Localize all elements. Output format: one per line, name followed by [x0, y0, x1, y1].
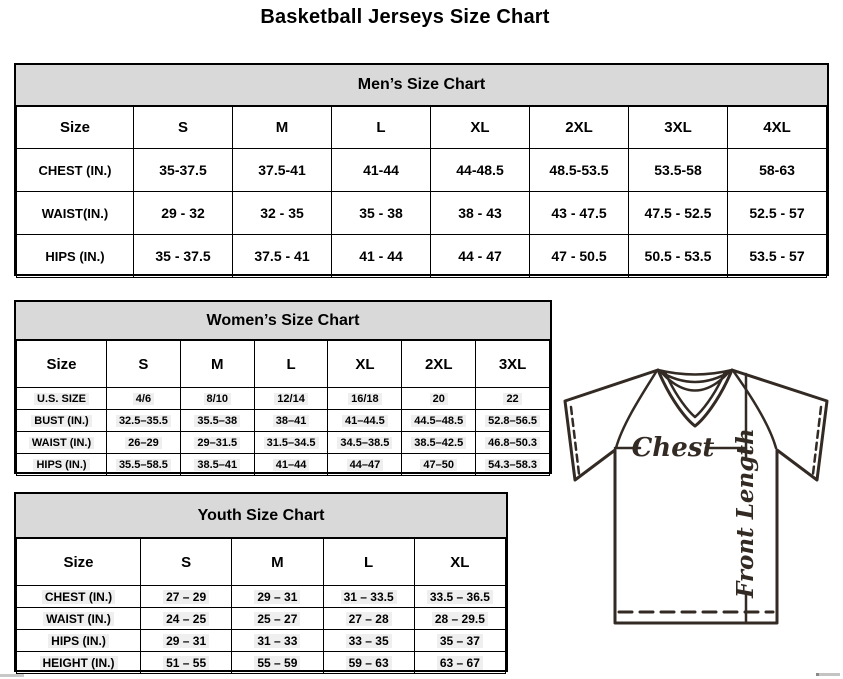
- cell: [323, 630, 414, 652]
- size-column-header: Size: [17, 107, 134, 149]
- cell: [232, 608, 323, 630]
- cell-value: 33 – 35: [346, 634, 392, 648]
- cell: [141, 608, 232, 630]
- cell: 35 - 38: [332, 192, 431, 235]
- cell: [141, 652, 232, 674]
- column-header: S: [134, 107, 233, 149]
- column-header: L: [332, 107, 431, 149]
- jersey-outline: [565, 370, 827, 623]
- cell: 29 - 32: [134, 192, 233, 235]
- header-row: [17, 341, 550, 388]
- row-label: [17, 630, 141, 652]
- cell-value: 51 – 55: [163, 656, 209, 670]
- cell-value: 55 – 59: [254, 656, 300, 670]
- cell: [180, 410, 254, 432]
- cell: 50.5 - 53.5: [629, 235, 728, 278]
- column-header: L: [323, 539, 414, 586]
- collar-top-edge: [658, 370, 732, 375]
- row-label-text: HIPS (IN.): [48, 634, 109, 648]
- table-row: [17, 410, 550, 432]
- cell-value: 29 – 31: [163, 634, 209, 648]
- youth-table-title: Youth Size Chart: [16, 494, 506, 538]
- cell: [414, 608, 505, 630]
- cell-value: 27 – 28: [346, 612, 392, 626]
- row-label: CHEST (IN.): [17, 149, 134, 192]
- cell: [254, 432, 328, 454]
- cell-value: 29–31.5: [194, 437, 240, 449]
- womens-table-grid: [16, 340, 550, 476]
- cell-value: 38–41: [273, 415, 310, 427]
- cell: [107, 454, 181, 476]
- cell-value: 47–50: [420, 459, 457, 471]
- cell-value: 34.5–38.5: [337, 437, 392, 449]
- cell-value: 52.8–56.5: [485, 415, 540, 427]
- cell: 48.5-53.5: [530, 149, 629, 192]
- cell: 41-44: [332, 149, 431, 192]
- cell-value: 31.5–34.5: [264, 437, 319, 449]
- table-row: [17, 454, 550, 476]
- row-label: [17, 454, 107, 476]
- cell: [328, 388, 402, 410]
- cell: [141, 586, 232, 608]
- table-row: [17, 608, 506, 630]
- row-label-text: HEIGHT (IN.): [40, 656, 118, 670]
- row-label: [17, 586, 141, 608]
- row-label: [17, 388, 107, 410]
- cell: [476, 410, 550, 432]
- cell: [180, 454, 254, 476]
- scrollbar-fragment-left[interactable]: [0, 674, 24, 677]
- cell: 35 - 37.5: [134, 235, 233, 278]
- cell: 32 - 35: [233, 192, 332, 235]
- front-length-label: Front Length: [732, 428, 759, 598]
- column-header: 4XL: [728, 107, 827, 149]
- cell-value: 41–44: [273, 459, 310, 471]
- page-title: Basketball Jerseys Size Chart: [260, 6, 550, 28]
- column-header: 2XL: [402, 341, 476, 388]
- womens-size-table: [14, 300, 552, 474]
- column-header: 2XL: [530, 107, 629, 149]
- cell-value: 38.5–41: [194, 459, 240, 471]
- cell: 35-37.5: [134, 149, 233, 192]
- cell-value: 27 – 29: [163, 590, 209, 604]
- chest-label: Chest: [631, 433, 715, 463]
- cell-value: 33.5 – 36.5: [427, 590, 493, 604]
- jersey-measurement-diagram: [555, 355, 840, 635]
- cell: 47 - 50.5: [530, 235, 629, 278]
- cell-value: 38.5–42.5: [411, 437, 466, 449]
- cell: [232, 630, 323, 652]
- row-label-text: BUST (IN.): [31, 415, 91, 427]
- cell: [476, 432, 550, 454]
- cell-value: 54.3–58.3: [485, 459, 540, 471]
- cell: [476, 454, 550, 476]
- column-header: 3XL: [629, 107, 728, 149]
- column-header: XL: [431, 107, 530, 149]
- row-label: [17, 608, 141, 630]
- cell: [232, 586, 323, 608]
- table-row: [17, 149, 827, 192]
- cell: [323, 608, 414, 630]
- table-row: [17, 432, 550, 454]
- womens-table-title: Women’s Size Chart: [16, 302, 550, 340]
- table-row: [17, 235, 827, 278]
- mens-size-table: [14, 63, 829, 276]
- cell: 43 - 47.5: [530, 192, 629, 235]
- table-row: [17, 192, 827, 235]
- cell: [328, 410, 402, 432]
- header-row: [17, 107, 827, 149]
- cell: [402, 388, 476, 410]
- cell-value: 35 – 37: [437, 634, 483, 648]
- cell: [180, 388, 254, 410]
- table-row: [17, 388, 550, 410]
- column-header: XL: [328, 341, 402, 388]
- cell: 38 - 43: [431, 192, 530, 235]
- cell: [254, 388, 328, 410]
- column-header: S: [141, 539, 232, 586]
- column-header: 3XL: [476, 341, 550, 388]
- size-column-header: Size: [17, 539, 141, 586]
- cell: 52.5 - 57: [728, 192, 827, 235]
- cell-value: 35.5–58.5: [116, 459, 171, 471]
- table-row: [17, 652, 506, 674]
- cell: 58-63: [728, 149, 827, 192]
- cell: [414, 630, 505, 652]
- row-label: [17, 432, 107, 454]
- table-row: [17, 630, 506, 652]
- table-row: [17, 586, 506, 608]
- cell-value: 31 – 33: [254, 634, 300, 648]
- cell: 53.5 - 57: [728, 235, 827, 278]
- cell: [402, 432, 476, 454]
- cell-value: 31 – 33.5: [341, 590, 397, 604]
- row-label: [17, 652, 141, 674]
- cell: 44 - 47: [431, 235, 530, 278]
- cell: [254, 454, 328, 476]
- column-header: M: [233, 107, 332, 149]
- cell: [323, 586, 414, 608]
- cell-value: 59 – 63: [346, 656, 392, 670]
- cell-value: 16/18: [348, 393, 382, 405]
- cell-value: 24 – 25: [163, 612, 209, 626]
- cell: 37.5-41: [233, 149, 332, 192]
- row-label: HIPS (IN.): [17, 235, 134, 278]
- youth-size-table: [14, 492, 508, 672]
- row-label: WAIST(IN.): [17, 192, 134, 235]
- cell: [254, 410, 328, 432]
- column-header: S: [107, 341, 181, 388]
- cell: [328, 454, 402, 476]
- cell-value: 29 – 31: [254, 590, 300, 604]
- cell-value: 41–44.5: [342, 415, 388, 427]
- cell-value: 26–29: [125, 437, 162, 449]
- cell-value: 35.5–38: [194, 415, 240, 427]
- cell-value: 44–47: [347, 459, 384, 471]
- scrollbar-fragment-right[interactable]: [816, 673, 840, 676]
- row-label-text: WAIST (IN.): [43, 612, 114, 626]
- cell: [107, 432, 181, 454]
- cell-value: 28 – 29.5: [432, 612, 488, 626]
- cell-value: 22: [503, 393, 521, 405]
- cell: 47.5 - 52.5: [629, 192, 728, 235]
- cell-value: 25 – 27: [254, 612, 300, 626]
- column-header: L: [254, 341, 328, 388]
- column-header: M: [232, 539, 323, 586]
- column-header: M: [180, 341, 254, 388]
- cell-value: 12/14: [274, 393, 308, 405]
- cell: [180, 432, 254, 454]
- cell-value: 44.5–48.5: [411, 415, 466, 427]
- row-label-text: CHEST (IN.): [42, 590, 115, 604]
- cell-value: 4/6: [133, 393, 154, 405]
- cell-value: 63 – 67: [437, 656, 483, 670]
- cell-value: 32.5–35.5: [116, 415, 171, 427]
- cell: 37.5 - 41: [233, 235, 332, 278]
- cell-value: 8/10: [204, 393, 231, 405]
- cell: [476, 388, 550, 410]
- cell: [328, 432, 402, 454]
- cell: [107, 410, 181, 432]
- youth-table-grid: [16, 538, 506, 674]
- cell: [323, 652, 414, 674]
- cell-value: 20: [430, 393, 448, 405]
- size-column-header: Size: [17, 341, 107, 388]
- row-label-text: WAIST (IN.): [29, 437, 94, 449]
- cell: 53.5-58: [629, 149, 728, 192]
- cell: [402, 410, 476, 432]
- cell: [107, 388, 181, 410]
- header-row: [17, 539, 506, 586]
- cell-value: 46.8–50.3: [485, 437, 540, 449]
- cell: [402, 454, 476, 476]
- cell: 44-48.5: [431, 149, 530, 192]
- mens-table-grid: [16, 106, 827, 278]
- mens-table-title: Men’s Size Chart: [16, 65, 827, 106]
- row-label: [17, 410, 107, 432]
- row-label-text: HIPS (IN.): [33, 459, 89, 471]
- column-header: XL: [414, 539, 505, 586]
- cell: [141, 630, 232, 652]
- cell: [414, 652, 505, 674]
- cell: [232, 652, 323, 674]
- cell: 41 - 44: [332, 235, 431, 278]
- cell: [414, 586, 505, 608]
- row-label-text: U.S. SIZE: [34, 393, 89, 405]
